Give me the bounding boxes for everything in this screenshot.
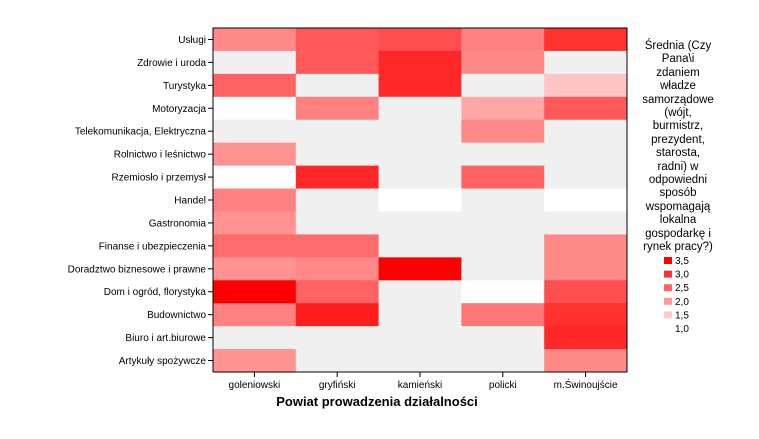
- y-tick-label: Biuro i art.biurowe: [125, 333, 206, 345]
- heatmap-cell: [544, 189, 627, 212]
- legend-title-line: władze: [660, 80, 696, 93]
- heatmap-cell: [296, 280, 379, 303]
- heatmap-cell: [213, 257, 296, 280]
- legend-title-line: sposób: [659, 187, 697, 200]
- heatmap-cell: [544, 349, 627, 372]
- heatmap-cell: [296, 166, 379, 189]
- heatmap-cell: [379, 211, 462, 234]
- heatmap-cell: [213, 120, 296, 143]
- heatmap-cell: [461, 234, 544, 257]
- heatmap-cell: [296, 51, 379, 74]
- heatmap-cell: [461, 51, 544, 74]
- heatmap-cell: [461, 166, 544, 189]
- heatmap-cell: [213, 349, 296, 372]
- heatmap-cell: [461, 97, 544, 120]
- heatmap-cell: [379, 280, 462, 303]
- legend-title-line: prezydent,: [651, 133, 705, 146]
- x-tick-label: policki: [488, 380, 517, 391]
- heatmap-cell: [544, 143, 627, 166]
- legend-label: 1,0: [675, 324, 689, 335]
- heatmap-cell: [379, 349, 462, 372]
- heatmap-cell: [296, 28, 379, 51]
- y-tick-label: Telekomunikacja, Elektryczna: [74, 126, 206, 138]
- heatmap-cell: [296, 143, 379, 166]
- heatmap-cell: [544, 234, 627, 257]
- heatmap-cell: [213, 74, 296, 97]
- legend-title-line: gospodarkę i: [645, 227, 711, 240]
- y-tick-label: Usługi: [178, 34, 206, 46]
- heatmap-cell: [379, 28, 462, 51]
- y-axis: [68, 35, 213, 367]
- heatmap-cell: [213, 97, 296, 120]
- legend-title-line: lokalna: [659, 214, 697, 227]
- heatmap-cell: [213, 51, 296, 74]
- heatmap-cell: [544, 280, 627, 303]
- y-tick-label: Gastronomia: [148, 218, 206, 230]
- heatmap-cell: [544, 51, 627, 74]
- heatmap-cell: [461, 189, 544, 212]
- heatmap-cell: [296, 189, 379, 212]
- legend-swatch: [664, 257, 672, 264]
- heatmap-cell: [379, 189, 462, 212]
- heatmap-cell: [461, 326, 544, 349]
- heatmap-cell: [379, 326, 462, 349]
- legend-title-line: samorządowe: [642, 93, 714, 106]
- heatmap-cell: [379, 234, 462, 257]
- heatmap-cell: [379, 303, 462, 326]
- y-tick-label: Rzemiosło i przemysł: [111, 172, 206, 184]
- heatmap-cell: [379, 74, 462, 97]
- legend-label: 3,5: [675, 256, 689, 267]
- heatmap-cell: [544, 211, 627, 234]
- legend-swatch: [664, 271, 672, 278]
- heatmap-cell: [461, 120, 544, 143]
- heatmap-cell: [213, 28, 296, 51]
- heatmap-cell: [544, 74, 627, 97]
- legend-title-line: burmistrz,: [652, 120, 704, 133]
- x-tick-label: goleniowski: [228, 380, 281, 391]
- legend-title-line: rynek pracy?): [643, 241, 713, 254]
- heatmap-cell: [461, 280, 544, 303]
- heatmap-cell: [379, 97, 462, 120]
- x-axis-title: Powiat prowadzenia działalności: [276, 394, 478, 409]
- legend: [664, 256, 689, 335]
- y-tick-label: Zdrowie i uroda: [137, 57, 206, 69]
- heatmap-cell: [544, 120, 627, 143]
- heatmap-cell: [296, 234, 379, 257]
- legend-swatch: [664, 325, 672, 332]
- legend-label: 2,0: [675, 296, 689, 308]
- heatmap-cell: [461, 28, 544, 51]
- heatmap-cell: [296, 74, 379, 97]
- heatmap-cell: [544, 166, 627, 189]
- legend-title-line: odpowiedni: [648, 174, 708, 187]
- legend-title-line: zdaniem: [656, 66, 700, 79]
- legend-title-line: Pana\i: [661, 53, 695, 66]
- heatmap-cell: [213, 234, 296, 257]
- legend-label: 2,5: [675, 283, 689, 295]
- y-tick-label: Turystyka: [163, 80, 206, 92]
- heatmap-cell: [379, 166, 462, 189]
- heatmap-cells: [213, 28, 628, 373]
- y-tick-label: Artykuły spożywcze: [118, 356, 206, 368]
- y-tick-label: Doradztwo biznesowe i prawne: [67, 264, 206, 276]
- heatmap-cell: [296, 326, 379, 349]
- x-tick-label: m.Świnoujście: [553, 380, 618, 391]
- heatmap-cell: [379, 51, 462, 74]
- y-tick-label: Handel: [174, 195, 206, 207]
- heatmap-cell: [213, 303, 296, 326]
- heatmap-cell: [544, 97, 627, 120]
- y-tick-label: Finanse i ubezpieczenia: [98, 241, 206, 253]
- heatmap-cell: [461, 143, 544, 166]
- heatmap-cell: [296, 97, 379, 120]
- heatmap-cell: [296, 211, 379, 234]
- heatmap-cell: [379, 143, 462, 166]
- legend-swatch: [664, 298, 672, 305]
- heatmap-cell: [544, 326, 627, 349]
- heatmap-cell: [379, 120, 462, 143]
- legend-title: [633, 40, 723, 255]
- legend-title-line: radni) w: [657, 160, 699, 173]
- heatmap-cell: [296, 349, 379, 372]
- heatmap-cell: [296, 257, 379, 280]
- heatmap-cell: [461, 257, 544, 280]
- heatmap-cell: [213, 326, 296, 349]
- heatmap-cell: [544, 303, 627, 326]
- heatmap-cell: [213, 143, 296, 166]
- heatmap-cell: [461, 211, 544, 234]
- heatmap-cell: [213, 280, 296, 303]
- legend-title-line: wspomagają: [645, 200, 711, 213]
- y-tick-label: Dom i ogród, florystyka: [103, 287, 206, 299]
- legend-label: 3,0: [675, 269, 689, 281]
- x-tick-label: kamieński: [397, 380, 443, 391]
- heatmap-cell: [213, 189, 296, 212]
- legend-title-line: starosta,: [655, 147, 701, 160]
- y-tick-label: Motoryzacja: [152, 103, 206, 115]
- heatmap-cell: [379, 257, 462, 280]
- x-axis: [229, 372, 618, 391]
- x-tick-label: gryfiński: [318, 380, 356, 391]
- y-tick-label: Budownictwo: [147, 310, 206, 322]
- heatmap-cell: [461, 74, 544, 97]
- legend-label: 1,5: [675, 310, 689, 322]
- heatmap-cell: [544, 257, 627, 280]
- legend-title-line: Średnia (Czy: [644, 40, 712, 52]
- heatmap-cell: [213, 211, 296, 234]
- heatmap-cell: [296, 120, 379, 143]
- y-tick-label: Rolnictwo i leśnictwo: [113, 149, 206, 161]
- heatmap-cell: [296, 303, 379, 326]
- heatmap-cell: [461, 349, 544, 372]
- legend-swatch: [664, 311, 672, 318]
- heatmap-cell: [544, 28, 627, 51]
- legend-title-line: (wójt,: [664, 107, 692, 120]
- heatmap-cell: [461, 303, 544, 326]
- legend-swatch: [664, 284, 672, 291]
- heatmap-cell: [213, 166, 296, 189]
